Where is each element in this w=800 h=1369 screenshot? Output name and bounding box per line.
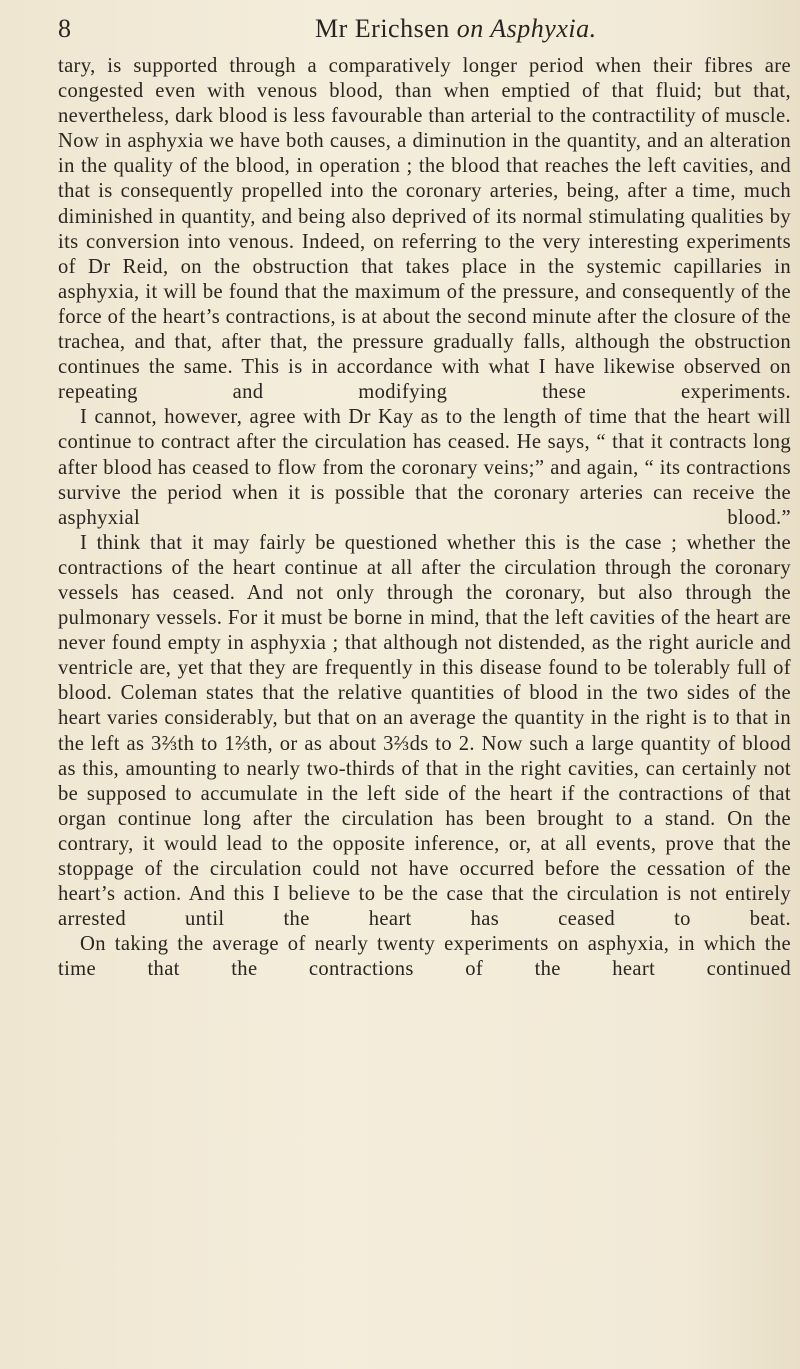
paragraph-1: tary, is supported through a comparatively longer period when their fibres are congested even with venous blood, than when emptied of that fluid; but that, nevertheless, dark blood is less favourable than arterial to the contractility of muscle. Now in asphyxia we have both causes, a diminution in the quantity, and an alteration in the quality of the blood, in operation ; the blood that reaches the left cavities, and that is consequently propelled into the coronary arteries, being, after a time, much diminished in quantity, and being also deprived of its normal stimulating qualities by its conversion into venous. Indeed, on referring to the very interesting experiments of Dr Reid, on the obstruction that takes place in the systemic capillaries in asphyxia, it will be found that the maximum of the pressure, and consequently of the force of the heart’s contractions, is at about the second minute after the closure of the trachea, and that, after that, the pressure gradually falls, although the obstruction continues the same. This is in accordance with what I have likewise observed on repeating and modifying these experiments.: [58, 55, 791, 404]
page-number: 8: [58, 14, 71, 43]
body-text: [58, 54, 791, 982]
paragraph-3: I think that it may fairly be questioned whether this is the case ; whether the contractions of the heart continue at all after the circulation through the coronary vessels has ceased. And not only through the coronary, but also through the pulmonary vessels. For it must be borne in mind, that the left cavities of the heart are never found empty in asphyxia ; that although not distended, as the right auricle and ventricle are, yet that they are frequently in this disease found to be tolerably full of blood. Coleman states that the relative quantities of blood in the two sides of the heart varies considerably, but that on an average the quantity in the right is to that in the left as 3⅔th to 1⅔th, or as about 3⅔ds to 2. Now such a large quantity of blood as this, amounting to nearly two-thirds of that in the right cavities, can certainly not be supposed to accumulate in the left side of the heart if the contractions of that organ continue long after the circulation has been brought to a stand. On the contrary, it would lead to the opposite inference, or, at all events, prove that the stoppage of the circulation could not have occurred before the cessation of the heart’s action. And this I believe to be the case that the circulation is not entirely arrested until the heart has ceased to beat.: [58, 531, 791, 931]
paragraph-2: I cannot, however, agree with Dr Kay as to the length of time that the heart will continue to contract after the circulation has ceased. He says, “ that it contracts long after blood has ceased to flow from the coronary veins;” and again, “ its contractions survive the period when it is possible that the coronary arteries can receive the asphyxial blood.”: [58, 406, 791, 529]
paragraph-4: On taking the average of nearly twenty experiments on asphyxia, in which the time that the contractions of the heart continued: [58, 933, 791, 981]
running-head-subject: Asphyxia.: [490, 14, 597, 43]
running-head-on: on: [456, 14, 491, 43]
page-header: [58, 10, 788, 46]
running-head-author: Mr Erichsen: [315, 14, 457, 43]
running-head: [315, 14, 597, 44]
